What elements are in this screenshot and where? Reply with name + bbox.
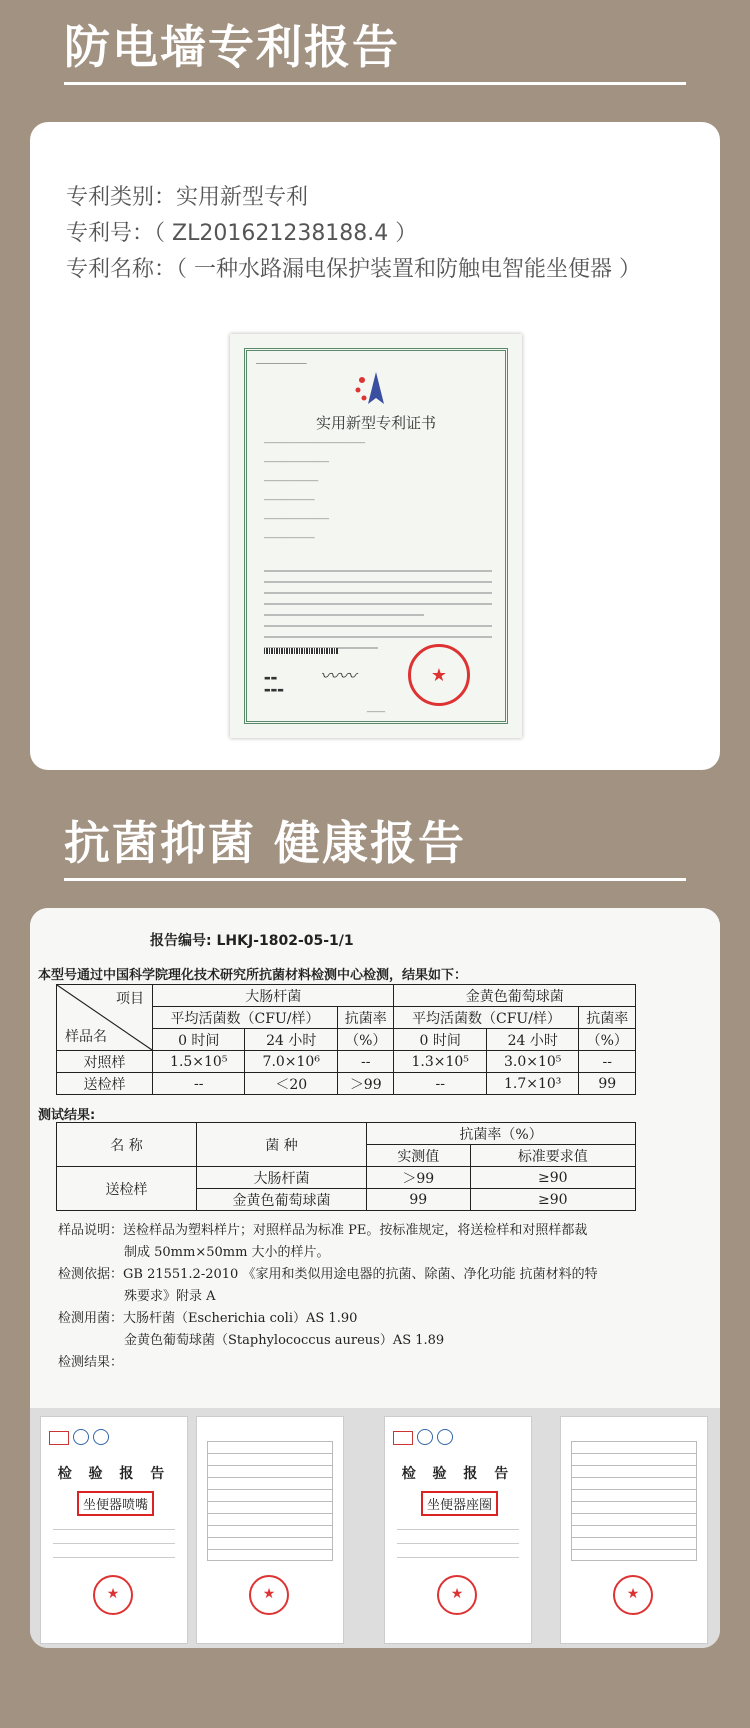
certificate-page-number: ───── [366,709,386,716]
table-cell: 3.0×10⁵ [486,1051,579,1073]
patent-certificate-image [230,334,522,738]
report-intro: 本型号通过中国科学院理化技术研究所抗菌材料检测中心检测，结果如下： [38,968,468,983]
table-col-header: 平均活菌数（CFU/样） [394,1007,579,1029]
table-row [57,1167,636,1189]
table-col-header: （%） [338,1029,394,1051]
table-col-header: 0 时间 [394,1029,486,1051]
note-line: 检测结果： [58,1355,124,1370]
note-line: 检测依据：GB 21551.2-2010 《家用和类似用途电器的抗菌、除菌、净化功能 抗菌材料的特 [58,1267,598,1282]
note-line: 殊要求》附录 A [124,1289,216,1304]
certificate-barcode [264,648,338,654]
patent-category-row [66,180,641,216]
table-cell: 大肠杆菌 [197,1167,367,1189]
certificate-field-line: ──────────────────────────── [264,440,366,447]
table-cell: 99 [579,1073,636,1095]
patent-card [30,122,720,770]
patent-category-value: 实用新型专利 [176,185,309,210]
table-cell: 7.0×10⁶ [245,1051,338,1073]
patent-name-row [66,252,641,288]
report-logos [393,1429,523,1447]
patent-category-label: 专利类别： [66,185,177,210]
patent-name-label: 专利名称： [66,257,177,282]
note-line: 检测用菌：大肠杆菌（Escherichia coli）AS 1.90 [58,1311,358,1326]
report-field-line [397,1543,519,1544]
table-cell: 1.7×10³ [486,1073,579,1095]
antibacterial-report-scan [30,908,720,1408]
table-col-header: 24 小时 [486,1029,579,1051]
certificate-body-text [264,570,492,658]
certificate-number-line: ──────────── [256,360,307,368]
certificate-field-line: ────────────────── [264,459,330,466]
table-col-header: 名 称 [57,1123,197,1167]
test-result-label: 测试结果: [38,1108,96,1123]
table-col-header: 标准要求值 [470,1145,635,1167]
table-cell: ≥90 [470,1167,635,1189]
note-line: 制成 50mm×50mm 大小的样片。 [124,1245,330,1260]
table-group-header: 金黄色葡萄球菌 [394,985,636,1007]
table-cell: ＜20 [245,1073,338,1095]
report-seal-icon [613,1575,653,1615]
table-col-header: 实测值 [367,1145,471,1167]
patent-number-value: （ ZL201621238188.4 ） [154,221,418,246]
cnas-logo-icon [437,1429,453,1445]
table-col-header: 菌 种 [197,1123,367,1167]
antibacterial-title-rule [64,878,686,881]
results-table [56,984,636,1095]
note-line: 样品说明：送检样品为塑料样片；对照样品为标准 PE。按标准规定，将送检样和对照样都裁 [58,1223,588,1238]
report-seal-icon [437,1575,477,1615]
test-notes [58,1220,598,1374]
summary-table [56,1122,636,1211]
antibacterial-card [30,908,720,1648]
report-logos [49,1429,179,1447]
certificate-emblem-icon [354,368,398,408]
table-corner-bottom: 样品名 [65,1029,107,1045]
inspection-report-page-seat [560,1416,708,1644]
certificate-title: 实用新型专利证书 [315,414,436,432]
table-col-header: 24 小时 [245,1029,338,1051]
report-thumbnails [30,1408,720,1648]
table-cell: 金黄色葡萄球菌 [197,1189,367,1211]
patent-number-label: 专利号： [66,221,155,246]
table-corner-top: 项目 [116,991,144,1007]
table-col-header: 0 时间 [153,1029,245,1051]
certificate-field-line: ─────────────── [264,478,319,485]
certificate-field-line: ────────────── [264,535,315,542]
report-field-line [53,1529,175,1530]
ilac-logo-icon [73,1429,89,1445]
certificate-seal-icon [408,644,470,706]
table-cell: -- [394,1073,486,1095]
patent-meta [66,180,641,288]
table-col-header: （%） [579,1029,636,1051]
table-cell: ＞99 [338,1073,394,1095]
report-seal-icon [249,1575,289,1615]
report-page-table [571,1441,697,1561]
inspection-report-cover-seat [384,1416,532,1644]
inspection-report-title: 检 验 报 告 [57,1466,171,1482]
report-field-line [397,1557,519,1558]
table-row [57,1051,636,1073]
table-cell: 送检样 [57,1167,197,1211]
inspection-report-cover-nozzle [40,1416,188,1644]
inspection-report-title: 检 验 报 告 [401,1466,515,1482]
table-col-header: 抗菌率（%） [367,1123,636,1145]
cma-logo-icon [49,1431,69,1445]
table-row [57,1073,636,1095]
table-cell: ＞99 [367,1167,471,1189]
ilac-logo-icon [417,1429,433,1445]
table-cell: -- [338,1051,394,1073]
table-cell: -- [153,1073,245,1095]
table-cell: -- [579,1051,636,1073]
certificate-field-line: ────────────────── [264,516,330,523]
patent-title-rule [64,82,686,85]
report-field-line [53,1543,175,1544]
table-corner-cell [57,985,153,1051]
patent-name-value: （ 一种水路漏电保护装置和防触电智能坐便器 ） [176,257,642,282]
table-col-header: 抗菌率 [579,1007,636,1029]
table-group-header: 大肠杆菌 [153,985,394,1007]
report-field-line [397,1529,519,1530]
certificate-signatory-label: ▬▬ ▬▬▬ [264,674,284,694]
antibacterial-section-title: 抗菌抑菌 健康报告 [64,816,467,870]
table-cell: 送检样 [57,1073,153,1095]
report-page-table [207,1441,333,1561]
cnas-logo-icon [93,1429,109,1445]
patent-number-row [66,216,641,252]
report-field-line [53,1557,175,1558]
patent-section-title: 防电墙专利报告 [64,20,400,74]
report-number: 报告编号: LHKJ-1802-05-1/1 [150,933,354,949]
table-cell: 1.5×10⁵ [153,1051,245,1073]
table-cell: ≥90 [470,1189,635,1211]
seat-tag: 坐便器座圈 [421,1491,498,1516]
inspection-report-page-nozzle [196,1416,344,1644]
report-seal-icon [93,1575,133,1615]
certificate-field-line: ────────────── [264,497,315,504]
note-line: 金黄色葡萄球菌（Staphylococcus aureus）AS 1.89 [124,1333,445,1348]
nozzle-tag: 坐便器喷嘴 [77,1491,154,1516]
table-cell: 99 [367,1189,471,1211]
table-cell: 1.3×10⁵ [394,1051,486,1073]
table-col-header: 抗菌率 [338,1007,394,1029]
table-col-header: 平均活菌数（CFU/样） [153,1007,338,1029]
cma-logo-icon [393,1431,413,1445]
table-cell: 对照样 [57,1051,153,1073]
certificate-signature: 〰〰 [320,666,356,687]
certificate-fields [264,440,492,554]
